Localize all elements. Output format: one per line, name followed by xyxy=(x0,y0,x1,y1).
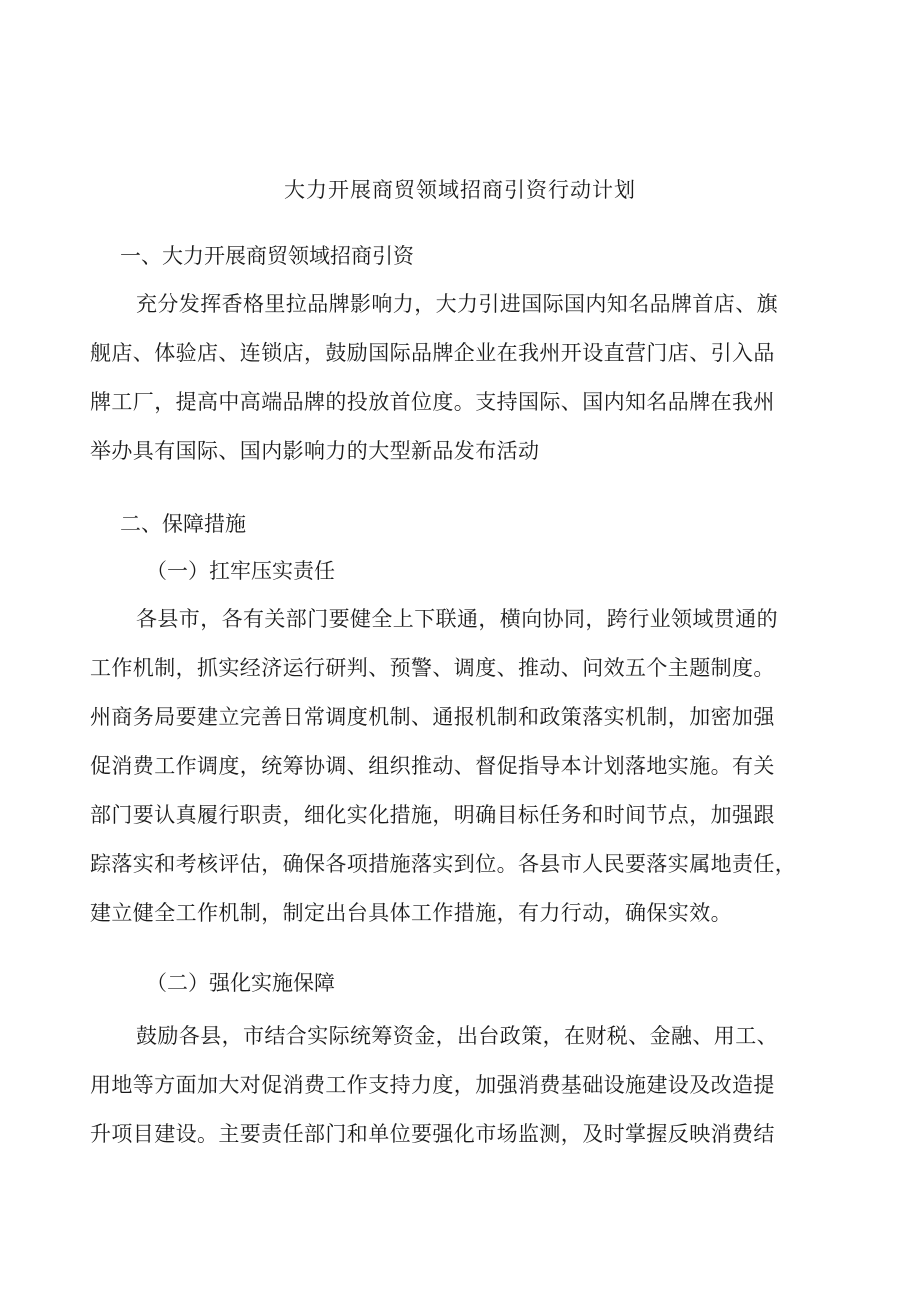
paragraph-line: 牌工厂，提高中高端品牌的投放首位度。支持国际、国内知名品牌在我州 xyxy=(90,390,775,414)
paragraph-line: 充分发挥香格里拉品牌影响力，大力引进国际国内知名品牌首店、旗 xyxy=(136,292,778,316)
subsection-heading-2: （二）强化实施保障 xyxy=(146,971,335,995)
paragraph-line: 鼓励各县，市结合实际统筹资金，出台政策，在财税、金融、用工、 xyxy=(136,1024,778,1048)
paragraph-line: 升项目建设。主要责任部门和单位要强化市场监测，及时掌握反映消费结 xyxy=(90,1122,775,1146)
document-title: 大力开展商贸领域招商引资行动计划 xyxy=(284,178,636,202)
section-heading-2: 二、保障措施 xyxy=(120,512,246,536)
paragraph-line: 举办具有国际、国内影响力的大型新品发布活动 xyxy=(90,439,540,463)
paragraph-line: 各县市，各有关部门要健全上下联通，横向协同，跨行业领域贯通的 xyxy=(136,607,778,631)
paragraph-line: 踪落实和考核评估，确保各项措施落实到位。各县市人民要落实属地责任， xyxy=(90,852,797,876)
paragraph-line: 州商务局要建立完善日常调度机制、通报机制和政策落实机制，加密加强 xyxy=(90,705,775,729)
subsection-heading-1: （一）扛牢压实责任 xyxy=(146,559,335,583)
paragraph-line: 促消费工作调度，统筹协调、组织推动、督促指导本计划落地实施。有关 xyxy=(90,754,775,778)
section-heading-1: 一、大力开展商贸领域招商引资 xyxy=(120,244,414,268)
paragraph-line: 部门要认真履行职责，细化实化措施，明确目标任务和时间节点，加强跟 xyxy=(90,803,775,827)
paragraph-line: 工作机制，抓实经济运行研判、预警、调度、推动、问效五个主题制度。 xyxy=(90,656,775,680)
paragraph-line: 用地等方面加大对促消费工作支持力度，加强消费基础设施建设及改造提 xyxy=(90,1073,775,1097)
paragraph-line: 舰店、体验店、连锁店，鼓励国际品牌企业在我州开设直营门店、引入品 xyxy=(90,341,775,365)
paragraph-line: 建立健全工作机制，制定出台具体工作措施，有力行动，确保实效。 xyxy=(90,901,732,925)
